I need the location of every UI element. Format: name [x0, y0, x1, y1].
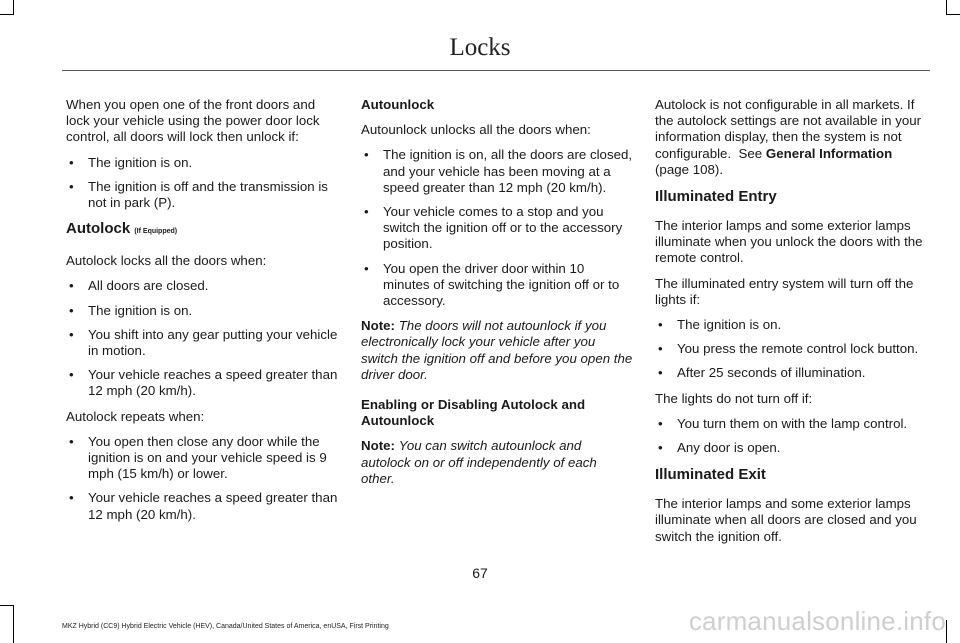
- lights-not-off-intro: The lights do not turn off if:: [655, 390, 813, 406]
- crop-mark: [0, 605, 14, 606]
- general-information-link[interactable]: General Information: [765, 145, 893, 161]
- illuminated-off-intro: The illuminated entry system will turn off the lights if:: [655, 275, 914, 307]
- repeats-intro: Autolock repeats when:: [66, 408, 205, 424]
- crop-mark: [0, 14, 14, 15]
- crop-mark: [946, 14, 960, 15]
- intro-paragraph: When you open one of the front doors and lock your vehicle using the power door lock control, all doors will lock then unlock if:: [66, 97, 320, 145]
- note-label: Note:: [361, 438, 395, 454]
- list-item: • You shift into any gear putting your vehicle in motion.: [66, 327, 338, 359]
- enable-disable-heading: Enabling or Disabling Autolock and Autounlock: [361, 397, 586, 429]
- crop-mark: [946, 0, 947, 14]
- list-item: • Your vehicle reaches a speed greater than 12 mph (20 km/h).: [66, 490, 338, 522]
- list-item: • The ignition is on.: [66, 155, 338, 171]
- autolock-heading-text: Autolock: [66, 220, 131, 238]
- list-item: • Your vehicle comes to a stop and you switch the ignition off or to the accessory position.: [361, 204, 633, 253]
- crop-mark: [13, 605, 14, 643]
- illuminated-exit-text: The interior lamps and some exterior lamps illuminate when all doors are closed and you switch the ignition off.: [655, 496, 917, 544]
- autounlock-heading: Autounlock: [361, 97, 435, 112]
- config-text: Autolock is not configurable in all markets. If the autolock settings are not available in your information display, then the system is not configurable.: [655, 97, 922, 161]
- autolock-heading: [66, 220, 338, 241]
- list-item: • The ignition is off and the transmission is not in park (P).: [66, 179, 338, 211]
- list-item: • You turn them on with the lamp control.: [655, 416, 927, 432]
- column-1: [66, 97, 338, 532]
- note-paragraph: [361, 438, 633, 487]
- autolock-qualifier: (If Equipped): [134, 228, 178, 236]
- lights-not-off-bullet-list: [655, 416, 927, 456]
- header-divider: [62, 70, 930, 71]
- config-paragraph: [655, 97, 927, 178]
- list-item: • You press the remote control lock button.: [655, 341, 927, 357]
- autolock-bullet-list: [66, 278, 338, 399]
- list-item: • The ignition is on, all the doors are closed, and your vehicle has been moving at a speed greater than 12 mph (20 km/h).: [361, 147, 633, 196]
- note-text: You can switch autounlock and autolock on or off independently of each other.: [361, 438, 597, 486]
- list-item: • Any door is open.: [655, 440, 927, 456]
- intro-bullet-list: [66, 155, 338, 212]
- autounlock-intro: Autounlock unlocks all the doors when:: [361, 122, 591, 138]
- note-paragraph: [361, 318, 633, 383]
- illuminated-entry-text: The interior lamps and some exterior lamps illuminate when you unlock the doors with the remote control.: [655, 218, 923, 266]
- column-2: [361, 97, 633, 496]
- note-label: Note:: [361, 318, 395, 334]
- list-item: • After 25 seconds of illumination.: [655, 365, 927, 381]
- crop-mark: [13, 0, 14, 14]
- list-item: • You open the driver door within 10 minutes of switching the ignition off or to accessory.: [361, 261, 633, 310]
- illuminated-off-bullet-list: [655, 317, 927, 382]
- list-item: • You open then close any door while the ignition is on and your vehicle speed is 9 mph (15 km/h) or lower.: [66, 434, 338, 483]
- list-item: • Your vehicle reaches a speed greater than 12 mph (20 km/h).: [66, 367, 338, 399]
- page-reference: (page 108).: [655, 161, 724, 177]
- column-3: [655, 97, 927, 554]
- list-item: • The ignition is on.: [66, 303, 338, 319]
- list-item: • All doors are closed.: [66, 278, 338, 294]
- see-text: See: [738, 145, 763, 161]
- illuminated-entry-heading: Illuminated Entry: [655, 188, 777, 206]
- footer-text: MKZ Hybrid (CC9) Hybrid Electric Vehicle (HEV), Canada/United States of America, enUSA, First Printing: [62, 623, 389, 630]
- repeats-bullet-list: [66, 434, 338, 523]
- watermark: carmanualsonline.info: [688, 606, 946, 636]
- illuminated-exit-heading: Illuminated Exit: [655, 466, 766, 484]
- page-number: 67: [472, 565, 488, 581]
- autounlock-bullet-list: [361, 147, 633, 309]
- note-text: The doors will not autounlock if you electronically lock your vehicle after you switch the ignition off and before you open the driver door.: [361, 318, 633, 382]
- crop-mark: [946, 620, 947, 643]
- autolock-intro: Autolock locks all the doors when:: [66, 253, 267, 269]
- list-item: • The ignition is on.: [655, 317, 927, 333]
- page-title: Locks: [449, 34, 511, 61]
